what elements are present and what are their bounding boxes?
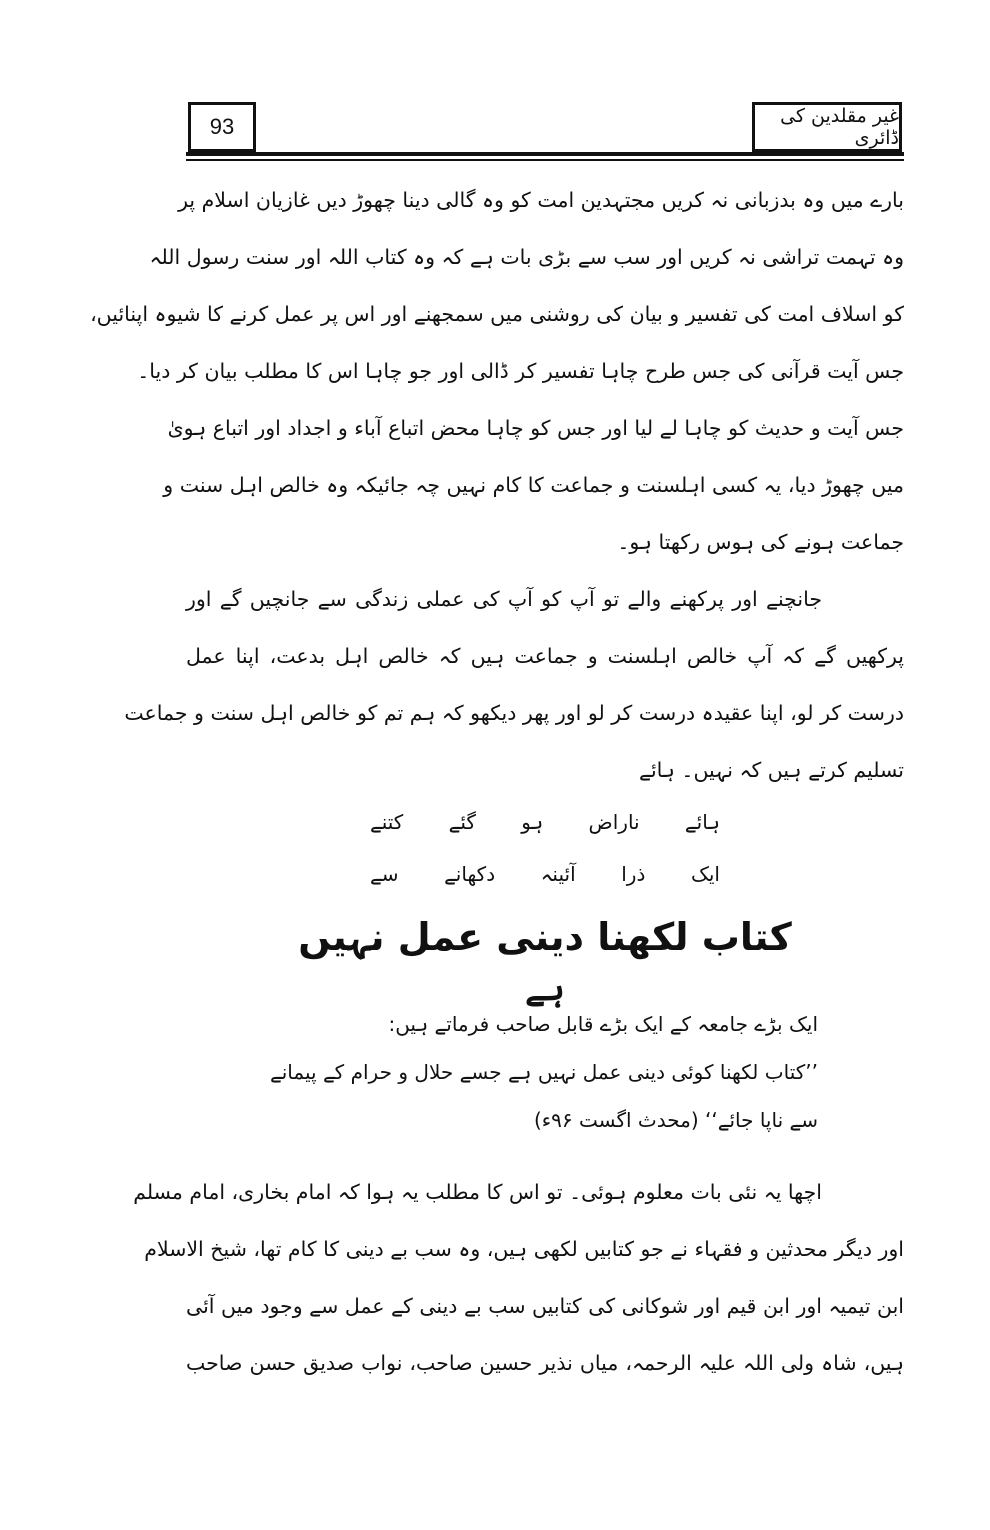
text-line: کو اسلاف امت کی تفسیر و بیان کی روشنی میں سمجھنے اور اس پر عمل کرنے کا شیوہ اپنائیں، xyxy=(90,302,904,326)
site-watermark xyxy=(0,1395,990,1505)
text-line: جانچنے اور پرکھنے والے تو آپ کو آپ کی عملی زندگی سے جانچیں گے اور xyxy=(186,587,822,611)
text-line: جس آیت و حدیث کو چاہا لے لیا اور جس کو چاہا محض اتباع آباء و اجداد اور اتباع ہویٰ xyxy=(167,416,904,440)
text-line: اچھا یہ نئی بات معلوم ہوئی۔ تو اس کا مطلب یہ ہوا کہ امام بخاری، امام مسلم xyxy=(133,1180,822,1204)
running-title-box xyxy=(752,102,902,152)
text-line: تسلیم کرتے ہیں کہ نہیں۔ ہائے xyxy=(638,758,904,782)
quotation xyxy=(270,1000,818,1144)
section-heading xyxy=(186,908,904,1012)
text-line: ابن تیمیہ اور ابن قیم اور شوکانی کی کتابیں سب بے دینی کے عمل سے وجود میں آئی xyxy=(186,1294,904,1318)
text-line: درست کر لو، اپنا عقیدہ درست کر لو اور پھر دیکھو کہ ہم تم کو خالص اہل سنت و جماعت xyxy=(124,701,904,725)
text-line: بارے میں وہ بدزبانی نہ کریں مجتہدین امت کو وہ گالی دینا چھوڑ دیں غازیان اسلام پر xyxy=(178,188,904,212)
text-line: جس آیت قرآنی کی جس طرح چاہا تفسیر کر ڈالی اور جو چاہا اس کا مطلب بیان کر دیا۔ xyxy=(137,359,904,383)
heading-line: ہے xyxy=(525,969,565,1009)
text-line: میں چھوڑ دیا، یہ کسی اہلسنت و جماعت کا کام نہیں چہ جائیکہ وہ خالص اہل سنت و xyxy=(163,473,904,497)
page-number: 93 xyxy=(209,114,235,139)
text-line: جماعت ہونے کی ہوس رکھتا ہو۔ xyxy=(617,530,904,554)
text-line: اور دیگر محدثین و فقہاء نے جو کتابیں لکھی ہیں، وہ سب بے دینی کا کام تھا، شیخ الاسلام xyxy=(144,1237,904,1261)
couplet xyxy=(370,796,720,900)
text-line: پرکھیں گے کہ آپ خالص اہلسنت و جماعت ہیں کہ خالص اہل بدعت، اپنا عمل xyxy=(186,644,904,668)
text-line: ہیں، شاہ ولی اللہ علیہ الرحمہ، میاں نذیر حسین صاحب، نواب صدیق حسن صاحب xyxy=(186,1351,904,1375)
paragraph-2 xyxy=(124,571,904,799)
couplet-line: ہائے ناراض ہو گئے کتنے xyxy=(370,810,720,834)
heading-line: کتاب لکھنا دینی عمل نہیں xyxy=(298,915,792,959)
header-rule-thin xyxy=(186,159,904,161)
paragraph-1 xyxy=(90,172,904,571)
text-line: وہ تہمت تراشی نہ کریں اور سب سے بڑی بات ہے کہ وہ کتاب اللہ اور سنت رسول اللہ xyxy=(149,245,904,269)
quote-line: ’’کتاب لکھنا کوئی دینی عمل نہیں ہے جسے حلال و حرام کے پیمانے xyxy=(270,1060,818,1084)
paragraph-3 xyxy=(133,1164,904,1392)
header-rule-thick xyxy=(186,152,904,156)
couplet-line: ایک ذرا آئینہ دکھانے سے xyxy=(370,862,720,886)
running-title: غیر مقلدین کی ڈائری xyxy=(780,105,899,149)
quote-line: ایک بڑے جامعہ کے ایک بڑے قابل صاحب فرماتے ہیں: xyxy=(388,1012,818,1036)
quote-line: سے ناپا جائے‘‘ (محدث اگست ۹۶ء) xyxy=(533,1108,818,1132)
page-number-box xyxy=(188,102,256,152)
